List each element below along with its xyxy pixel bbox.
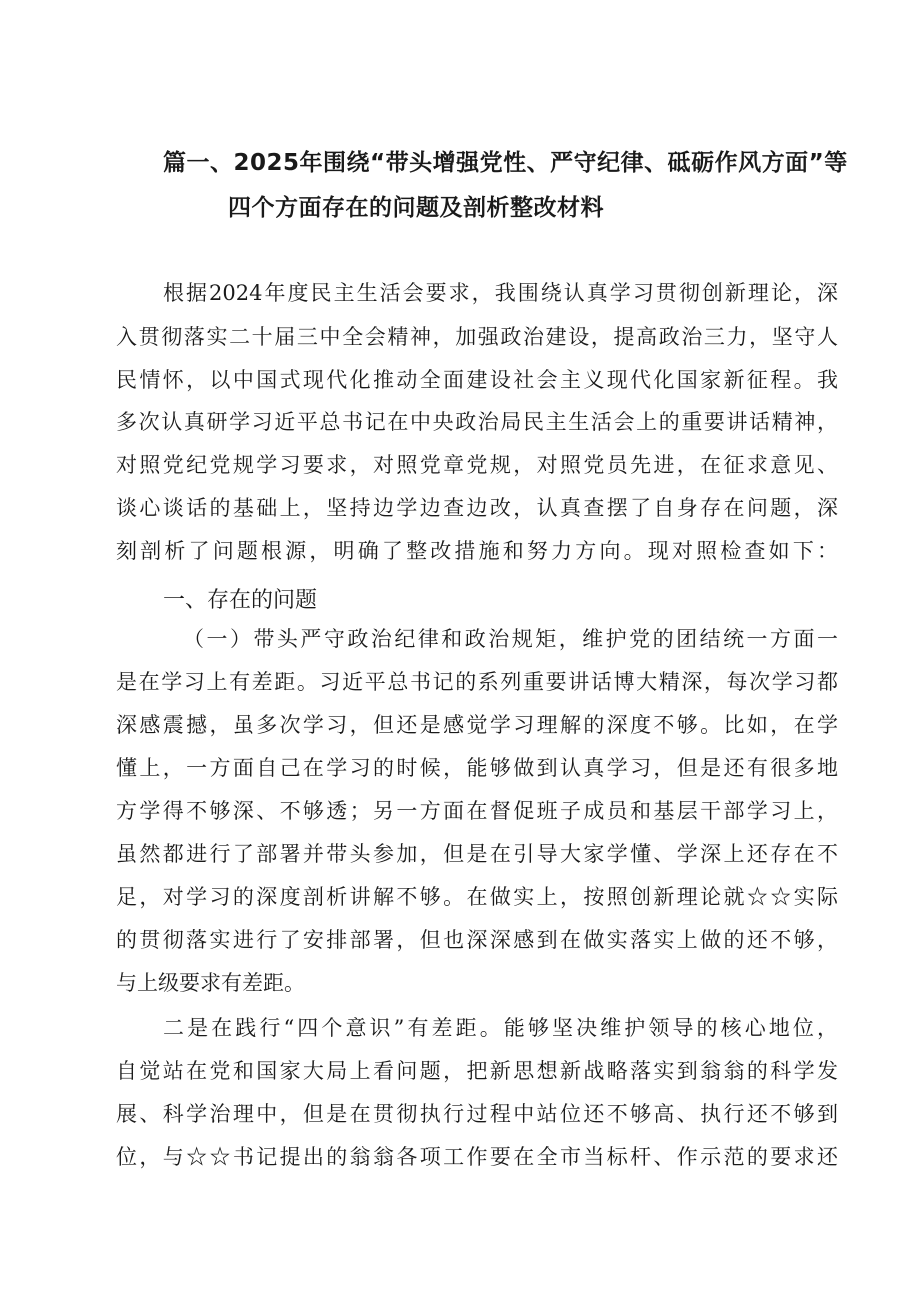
body-line: 是在学习上有差距。习近平总书记的系列重要讲话博大精深，每次学习都 (116, 670, 838, 694)
intro-line: 入贯彻落实二十届三中全会精神，加强政治建设，提高政治三力，坚守人 (116, 325, 838, 349)
body-line: （一）带头严守政治纪律和政治规矩，维护党的团结统一方面一 (183, 627, 838, 651)
document-title-line-1: 篇一、2025年围绕“带头增强党性、严守纪律、砥砺作风方面”等 (163, 150, 848, 176)
body-line: 虽然都进行了部署并带头参加，但是在引导大家学懂、学深上还存在不 (116, 842, 838, 866)
body-line: 与上级要求有差距。 (116, 971, 305, 995)
body-line: 深感震撼，虽多次学习，但还是感觉学习理解的深度不够。比如，在学 (116, 713, 838, 737)
body-line: 自觉站在党和国家大局上看问题，把新思想新战略落实到翁翁的科学发 (116, 1059, 838, 1083)
body-line: 位，与☆☆书记提出的翁翁各项工作要在全市当标杆、作示范的要求还 (116, 1145, 838, 1169)
intro-line: 谈心谈话的基础上，坚持边学边查边改，认真查摆了自身存在问题，深 (116, 496, 838, 520)
body-line: 方学得不够深、不够透；另一方面在督促班子成员和基层干部学习上， (116, 799, 838, 823)
body-line: 的贯彻落实进行了安排部署，但也深深感到在做实落实上做的还不够， (116, 928, 838, 952)
intro-line: 刻剖析了问题根源，明确了整改措施和努力方向。现对照检查如下： (116, 539, 838, 563)
body-line: 展、科学治理中，但是在贯彻执行过程中站位还不够高、执行还不够到 (116, 1102, 838, 1126)
body-line: 二是在践行“四个意识”有差距。能够坚决维护领导的核心地位， (163, 1016, 838, 1040)
intro-line: 多次认真研学习近平总书记在中央政治局民主生活会上的重要讲话精神， (116, 410, 838, 434)
document-title-line-2: 四个方面存在的问题及剖析整改材料 (228, 195, 604, 221)
intro-line: 根据2024年度民主生活会要求，我围绕认真学习贯彻创新理论，深 (163, 281, 838, 305)
section-heading: 一、存在的问题 (163, 588, 318, 613)
body-line: 懂上，一方面自己在学习的时候，能够做到认真学习，但是还有很多地 (116, 756, 838, 780)
intro-line: 民情怀，以中国式现代化推动全面建设社会主义现代化国家新征程。我 (116, 368, 838, 392)
body-line: 足，对学习的深度剖析讲解不够。在做实上，按照创新理论就☆☆实际 (116, 885, 838, 909)
intro-line: 对照党纪党规学习要求，对照党章党规，对照党员先进，在征求意见、 (116, 453, 838, 477)
